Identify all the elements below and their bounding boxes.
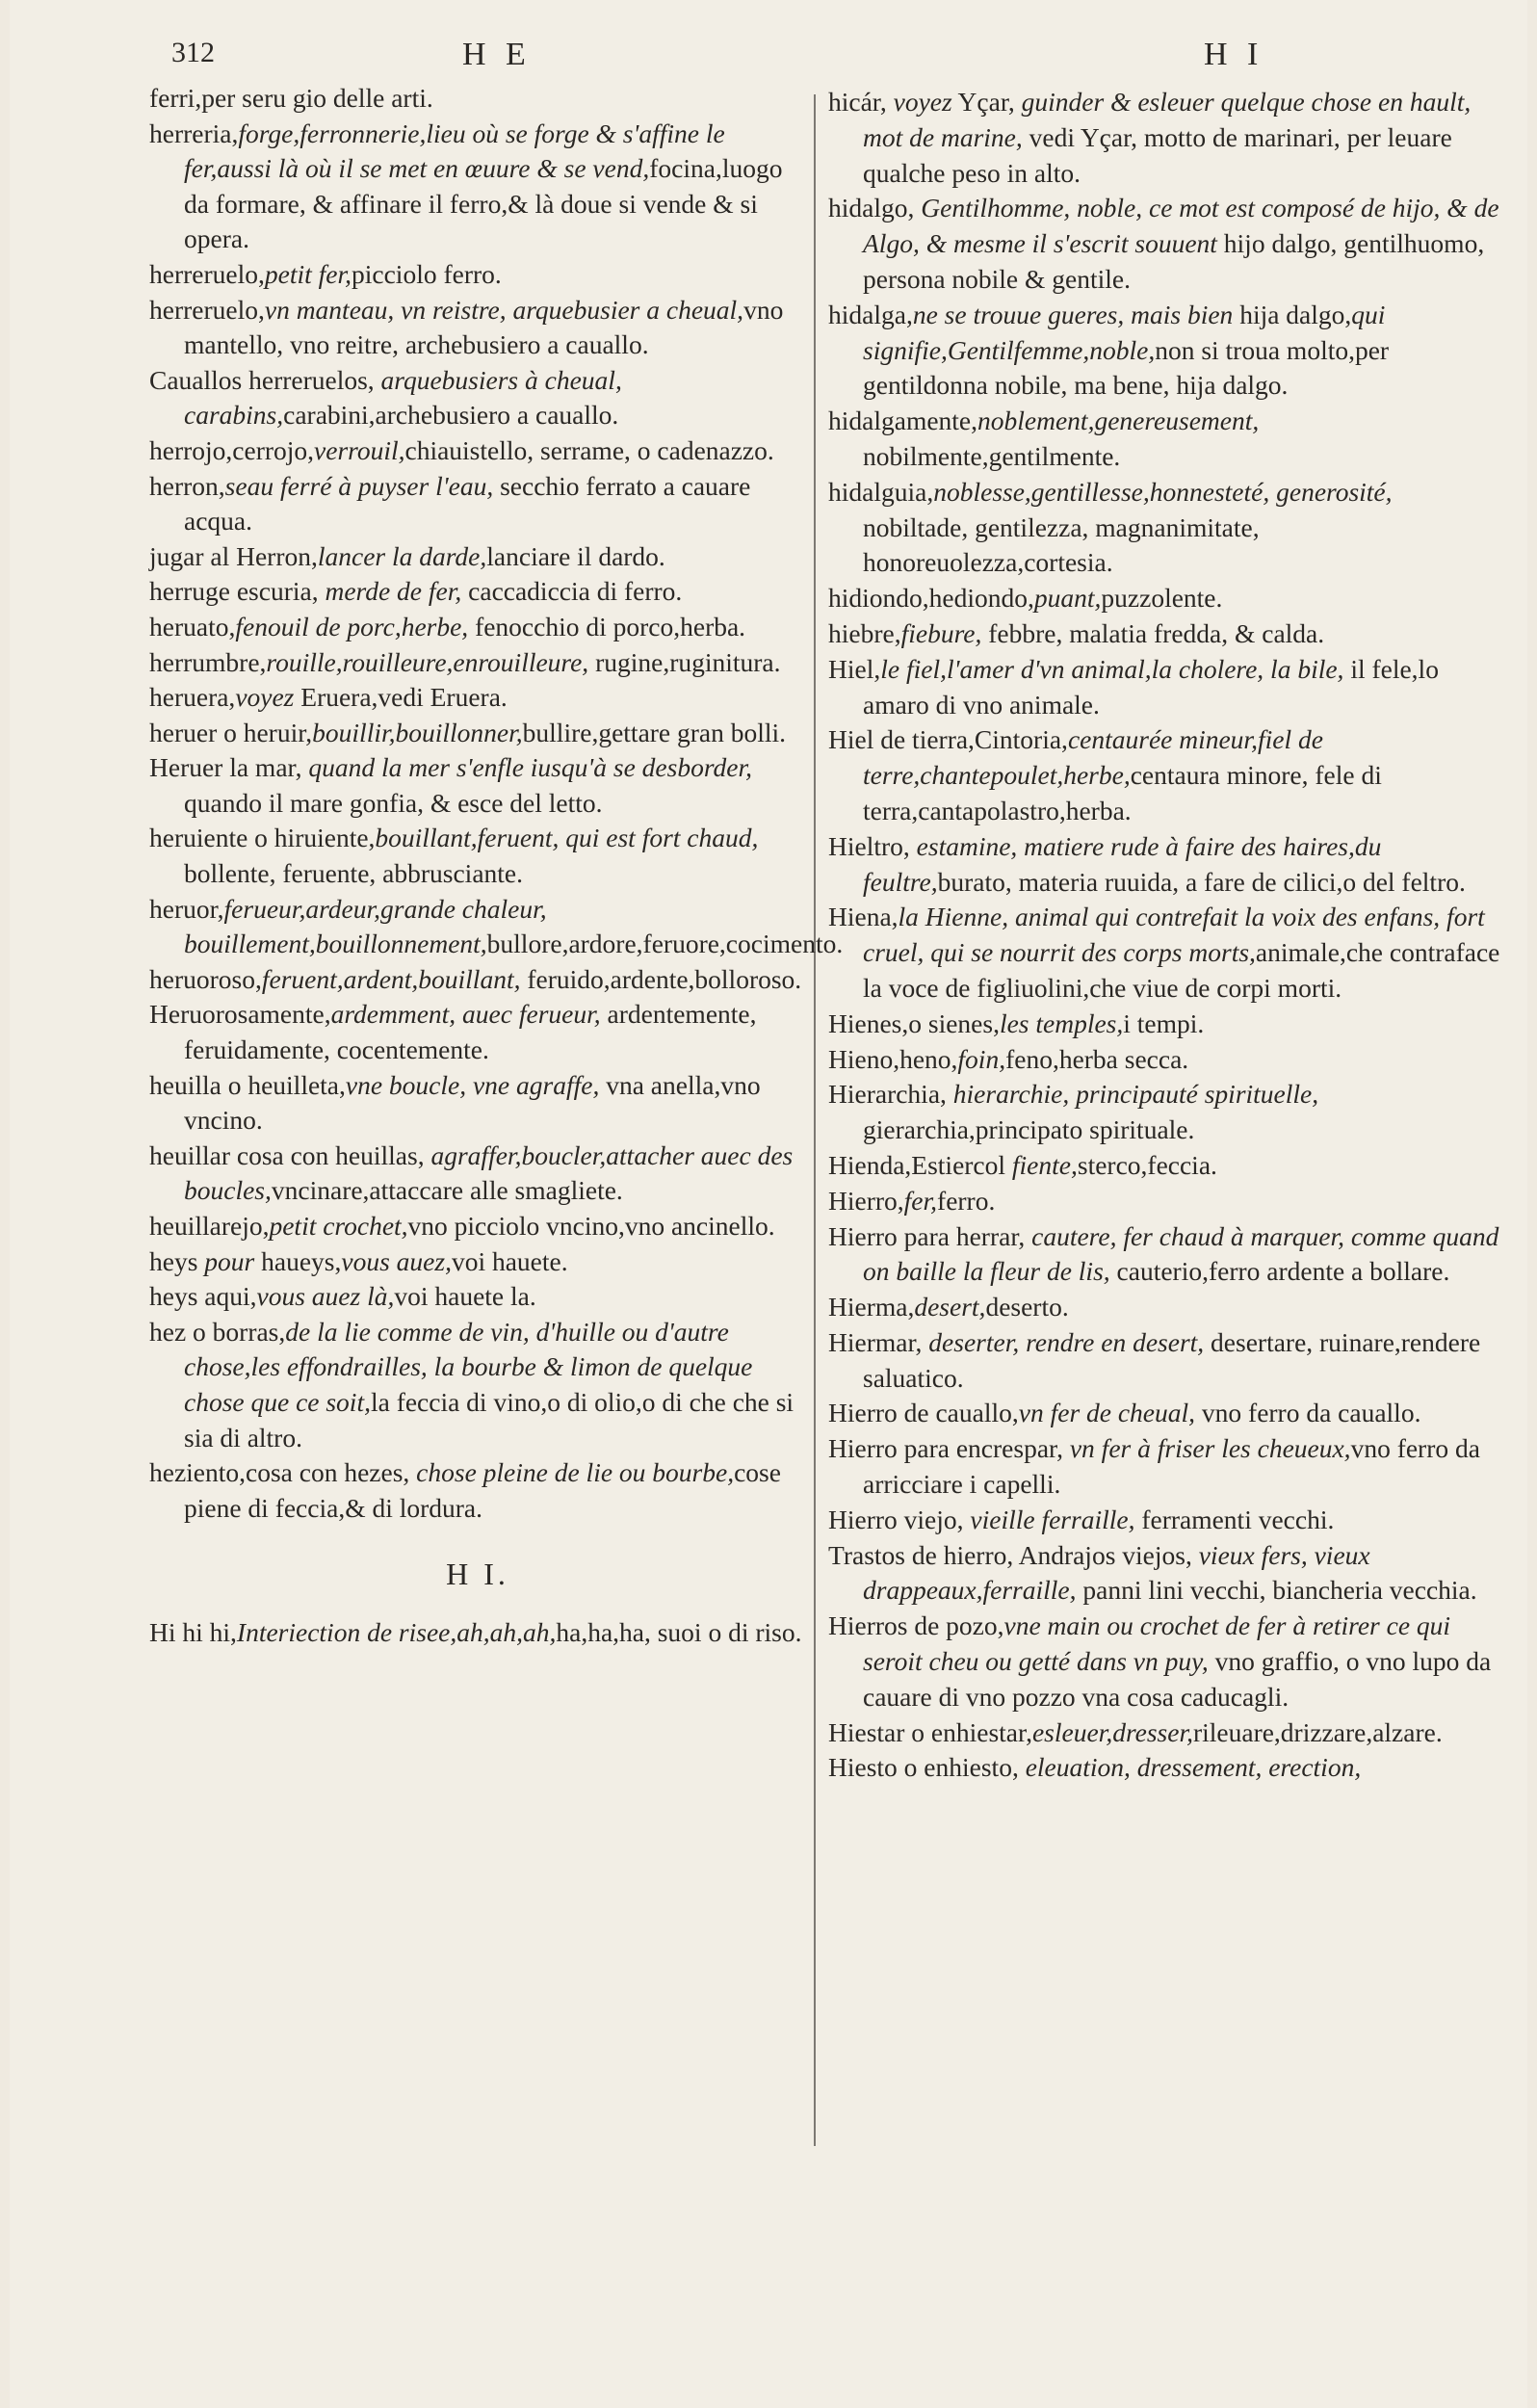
dictionary-entry (828, 1077, 1502, 1148)
headword: herrumbre, (149, 646, 267, 677)
headword: hidalgo, (828, 193, 922, 223)
italian-gloss: burato, materia ruuida, a fare de cilici,o del feltro. (937, 866, 1466, 897)
dictionary-entry (149, 1209, 806, 1244)
french-gloss: agraffer,boucler,attacher auec des boucles, (184, 1139, 794, 1206)
french-gloss: esleuer,dresser, (1031, 1716, 1193, 1747)
french-gloss: guinder & esleuer quelque chose en hault, mot de marine, (863, 87, 1472, 152)
dictionary-page (10, 0, 1527, 2408)
italian-gloss: non si troua molto,per gentildonna nobile, ma bene, hija dalgo. (863, 334, 1390, 401)
french-gloss: les temples, (999, 1008, 1124, 1038)
headword: hidalguia, (828, 476, 934, 507)
italian-gloss: animale,che contraface la voce de figliuolini,che viue de corpi morti. (863, 937, 1500, 1003)
headword: Hiesto o enhiesto, (828, 1752, 1026, 1783)
dictionary-entry (149, 1279, 806, 1315)
headword: herreruelo, (149, 258, 265, 289)
headword: heziento,cosa con hezes, (149, 1457, 417, 1488)
headword: heruoroso, (149, 963, 262, 994)
french-gloss: lancer la darde, (317, 540, 487, 571)
italian-gloss: secchio ferrato a cauare acqua. (184, 470, 751, 537)
french-gloss: ferueur,ardeur,grande chaleur, bouillement,bouillonnement, (184, 893, 547, 959)
italian-gloss: vna anella,vno vncino. (184, 1069, 761, 1136)
dictionary-entry (149, 1615, 806, 1651)
headword: Hiena, (828, 902, 899, 932)
headword: Hierro viejo, (828, 1504, 971, 1534)
dictionary-entry (828, 404, 1502, 475)
headword: Hierro de cauallo, (828, 1398, 1019, 1428)
headword: Hierarchia, (828, 1079, 953, 1110)
italian-gloss: sterco,feccia. (1077, 1149, 1217, 1180)
italian-gloss: bollente, feruente, abbrusciante. (184, 858, 523, 889)
french-gloss: vne main ou crochet de fer à retirer ce qui seroit cheu ou getté dans vn puy, (863, 1610, 1451, 1677)
dictionary-entry (828, 475, 1502, 581)
italian-gloss: ferro. (937, 1185, 996, 1216)
italian-gloss: caccadiccia di ferro. (461, 576, 683, 607)
dictionary-entry (828, 1396, 1502, 1431)
french-gloss: la Hienne, animal qui contrefait la voix des enfans, fort cruel, qui se nourrit des corps morts, (863, 902, 1485, 968)
italian-gloss: hija dalgo, (1233, 299, 1352, 329)
headword: herrojo,cerrojo, (149, 434, 315, 465)
french-gloss: seau ferré à puyser l'eau, (224, 470, 494, 501)
french-gloss: chose pleine de lie ou bourbe, (416, 1457, 735, 1488)
headword: heruera, (149, 682, 236, 713)
dictionary-entry (149, 1139, 806, 1209)
french-gloss: desert, (914, 1292, 986, 1322)
italian-gloss: vno picciolo vncino,vno ancinello. (407, 1211, 775, 1241)
italian-gloss: desertare, ruinare,rendere saluatico. (863, 1326, 1481, 1393)
french-gloss: cautere, fer chaud à marquer, comme quand on baille la fleur de lis, (863, 1220, 1499, 1287)
french-gloss: centaurée mineur,fiel de terre,chantepoulet,herbe, (863, 724, 1323, 791)
italian-gloss: ha,ha,ha, suoi o di riso. (556, 1616, 802, 1647)
dictionary-entry (149, 997, 806, 1067)
headword: Hierma, (828, 1292, 915, 1322)
right-column (828, 85, 1502, 1786)
dictionary-entry (828, 85, 1502, 191)
headword: Hiestar o enhiestar, (828, 1716, 1032, 1747)
french-gloss: merde de fer, (325, 576, 462, 607)
french-gloss: quand la mer s'enfle iusqu'à se desborder, (308, 752, 752, 783)
italian-gloss: febbre, malatia fredda, & calda. (981, 617, 1325, 648)
french-gloss: qui signifie,Gentilfemme,noble, (863, 299, 1386, 365)
italian-gloss: panni lini vecchi, biancheria vecchia. (1076, 1575, 1477, 1606)
headword: herruge escuria, (149, 576, 326, 607)
italian-gloss: focina,luogo da formare, & affinare il ferro,& là doue si vende & si opera. (184, 153, 783, 254)
italian-gloss: il fele,lo amaro di vno animale. (863, 653, 1439, 720)
french-gloss: forge,ferronnerie,lieu où se forge & s'affine le fer,aussi là où il se met en œuure & se vend, (184, 118, 725, 184)
french-gloss: fenouil de porc,herbe, (235, 611, 469, 641)
french-gloss: vous auez là, (256, 1281, 395, 1312)
page-number: 312 (171, 37, 215, 68)
headword: heuilla o heuilleta, (149, 1069, 346, 1100)
headword: Hiel, (828, 653, 881, 684)
french-gloss: petit crochet, (269, 1211, 408, 1241)
headword: herreruelo, (149, 294, 265, 325)
french-gloss: pour (204, 1245, 255, 1276)
dictionary-entry (149, 1315, 806, 1455)
french-gloss: vous auez, (341, 1245, 452, 1276)
dictionary-entry (828, 191, 1502, 297)
headword: Trastos de hierro, Andrajos viejos, (828, 1539, 1199, 1570)
italian-gloss: gierarchia,principato spirituale. (863, 1114, 1195, 1145)
dictionary-entry (828, 652, 1502, 723)
headword: Hieno,heno, (828, 1043, 958, 1074)
french-gloss: vne boucle, vne agraffe, (345, 1069, 600, 1100)
headword: Hiermar, (828, 1326, 929, 1357)
french-gloss: estamine, matiere rude à faire des haires,du feultre, (863, 830, 1382, 897)
dictionary-entry (149, 962, 806, 998)
french-gloss: petit fer, (264, 258, 352, 289)
italian-gloss: vedi Yçar, motto de marinari, per leuare qualche peso in alto. (863, 121, 1452, 188)
italian-gloss: nobilmente,gentilmente. (863, 440, 1121, 471)
italian-gloss: bullire,gettare gran bolli. (522, 717, 787, 747)
dictionary-entry (149, 433, 806, 469)
italian-gloss: ardentemente, feruidamente, cocentemente. (184, 999, 757, 1065)
headword: Hi hi hi, (149, 1616, 237, 1647)
italian-gloss: voi hauete. (451, 1245, 568, 1276)
italian-gloss: nobiltade, gentilezza, magnanimitate, honoreuolezza,cortesia. (863, 511, 1260, 578)
right-entries (828, 85, 1502, 1786)
headword: heuillarejo, (149, 1211, 270, 1241)
headword: hez o borras, (149, 1316, 286, 1347)
french-gloss: Gentilhomme, noble, ce mot est composé de hijo, & de Algo, & mesme il s'escrit souuent (863, 193, 1499, 259)
headword: heys (149, 1245, 205, 1276)
headword: jugar al Herron, (149, 540, 318, 571)
dictionary-entry (828, 1538, 1502, 1610)
french-gloss: le fiel,l'amer d'vn animal,la cholere, la bile, (880, 653, 1344, 684)
french-gloss: deserter, rendre en desert, (928, 1326, 1205, 1357)
dictionary-entry (828, 1609, 1502, 1714)
dictionary-entry (828, 1219, 1502, 1291)
italian-gloss: vno ferro da cauallo. (1195, 1398, 1421, 1428)
italian-gloss: Eruera,vedi Eruera. (294, 682, 508, 713)
french-gloss: puant, (1033, 583, 1102, 614)
headword: heruor, (149, 893, 224, 924)
french-gloss: vn fer à friser les cheueux, (1069, 1433, 1351, 1464)
dictionary-entry (828, 1715, 1502, 1751)
headword: Hierro para encrespar, (828, 1433, 1070, 1464)
french-gloss: verrouil, (314, 434, 405, 465)
headword: Hieltro, (828, 830, 917, 861)
italian-gloss: vno mantello, vno reitre, archebusiero a cauallo. (184, 294, 784, 360)
french-gloss: hierarchie, principauté spirituelle, (952, 1079, 1319, 1110)
dictionary-entry (828, 829, 1502, 901)
italian-gloss: vno graffio, o vno lupo da cauare di vno pozzo vna cosa caducagli. (863, 1646, 1492, 1712)
french-gloss: foin, (957, 1043, 1006, 1074)
french-gloss: voyez (235, 682, 295, 713)
italian-gloss: quando il mare gonfia, & esce del letto. (184, 787, 603, 818)
headword: heruato, (149, 611, 236, 641)
italian-gloss: puzzolente. (1101, 583, 1223, 614)
headword: Hierros de pozo, (828, 1610, 1004, 1641)
french-gloss: vn manteau, vn reistre, arquebusier a cheual, (264, 294, 744, 325)
dictionary-entry (828, 1503, 1502, 1538)
headword: herron, (149, 470, 225, 501)
dictionary-entry (149, 363, 806, 433)
dictionary-entry (149, 750, 806, 821)
dictionary-entry (828, 900, 1502, 1006)
headword: hicár, (828, 87, 894, 117)
french-gloss: voyez (893, 87, 952, 117)
dictionary-entry (149, 539, 806, 575)
headword: Hierro para herrar, (828, 1220, 1032, 1251)
dictionary-entry (828, 722, 1502, 828)
french-gloss: noblement,genereusement, (977, 406, 1260, 436)
headword: hidalgamente, (828, 406, 978, 436)
headword: heuillar cosa con heuillas, (149, 1139, 431, 1170)
dictionary-entry (149, 716, 806, 751)
french-gloss: ardemment, auec ferueur, (330, 999, 601, 1030)
dictionary-entry (828, 581, 1502, 616)
dictionary-entry (828, 1325, 1502, 1397)
french-gloss: fiente, (1011, 1149, 1078, 1180)
italian-gloss: centaura minore, fele di terra,cantapolastro,herba. (863, 760, 1382, 825)
italian-gloss: i tempi. (1123, 1008, 1205, 1038)
italian-gloss: fenocchio di porco,herba. (468, 611, 746, 641)
dictionary-entry (149, 574, 806, 610)
headword: Hierro, (828, 1185, 904, 1216)
italian-gloss: deserto. (985, 1292, 1069, 1322)
italian-gloss: hijo dalgo, gentilhuomo, persona nobile & gentile. (863, 228, 1485, 294)
italian-gloss: feruido,ardente,bolloroso. (520, 963, 802, 994)
headword: Cauallos herreruelos, (149, 364, 381, 395)
headword: heruer o heruir, (149, 717, 313, 747)
french-gloss: bouillir,bouillonner, (312, 717, 523, 747)
dictionary-entry (828, 1042, 1502, 1078)
dictionary-entry (149, 680, 806, 716)
french-gloss: rouille,rouilleure,enrouilleure, (266, 646, 589, 677)
dictionary-entry (149, 892, 844, 962)
french-gloss: eleuation, dressement, erection, (1025, 1752, 1362, 1783)
italian-gloss: carabini,archebusiero a cauallo. (283, 400, 619, 431)
italian-gloss: vno ferro da arricciare i capelli. (863, 1433, 1480, 1500)
dictionary-entry (828, 1750, 1502, 1786)
dictionary-entry (149, 821, 806, 891)
french-gloss: arquebusiers à cheual, carabins, (184, 364, 622, 431)
dictionary-entry (828, 1290, 1502, 1325)
dictionary-entry (828, 1184, 1502, 1219)
dictionary-entry (828, 1148, 1502, 1184)
french-gloss: bouillant,feruent, qui est fort chaud, (375, 823, 759, 853)
dictionary-entry (149, 81, 806, 117)
italian-gloss: vncinare,attaccare alle smagliete. (271, 1175, 623, 1206)
left-entries (149, 81, 844, 1526)
headword: hiebre, (828, 617, 901, 648)
french-gloss: de la lie comme de vin, d'huille ou d'autre chose,les effondrailles, la bourbe & limon de quelque chose que ce soit, (184, 1316, 753, 1417)
dictionary-entry (828, 1431, 1502, 1503)
dictionary-entry (828, 298, 1502, 404)
french-gloss: vn fer de cheual, (1018, 1398, 1196, 1428)
french-gloss: Interiection de risee,ah,ah,ah, (236, 1616, 557, 1647)
headword: heys aqui, (149, 1281, 257, 1312)
french-gloss: noblesse,gentillesse,honnesteté, generosité, (933, 476, 1393, 507)
italian-gloss: rugine,ruginitura. (588, 646, 781, 677)
headword: ferri,per seru gio delle arti. (149, 83, 433, 113)
headword: Heruorosamente, (149, 999, 331, 1030)
dictionary-entry (828, 616, 1502, 652)
headword: Hienes,o sienes, (828, 1008, 1000, 1038)
headword: hidiondo,hediondo, (828, 583, 1034, 614)
dictionary-entry (149, 1455, 806, 1526)
french-gloss: vieille ferraille, (970, 1504, 1135, 1534)
left-after-entries (149, 1615, 806, 1651)
italian-gloss: cauterio,ferro ardente a bollare. (1109, 1256, 1450, 1287)
french-gloss: vieux fers, vieux drappeaux,ferraille, (863, 1539, 1370, 1606)
italian-gloss: cose piene di feccia,& di lordura. (184, 1457, 781, 1523)
dictionary-entry (149, 293, 806, 363)
italian-gloss: bullore,ardore,feruore,cocimento. (486, 929, 844, 959)
headword: Hienda,Estiercol (828, 1149, 1012, 1180)
dictionary-entry (149, 1068, 806, 1139)
french-gloss: fer, (903, 1185, 938, 1216)
headword: hidalga, (828, 299, 913, 329)
italian-gloss: chiauistello, serrame, o cadenazzo. (404, 434, 774, 465)
section-heading: H I. (446, 1557, 509, 1592)
dictionary-entry (149, 610, 806, 645)
italian-gloss: lanciare il dardo. (486, 540, 665, 571)
dictionary-entry (828, 1007, 1502, 1042)
french-gloss: ne se trouue gueres, mais bien (912, 299, 1234, 329)
dictionary-entry (149, 645, 806, 681)
right-running-head: H I (1204, 37, 1264, 72)
dictionary-entry (149, 257, 806, 293)
italian-gloss: feno,herba secca. (1005, 1043, 1189, 1074)
headword: Heruer la mar, (149, 752, 309, 783)
french-gloss: feruent,ardent,bouillant, (261, 963, 521, 994)
italian-gloss: ferramenti vecchi. (1134, 1504, 1335, 1534)
italian-gloss: Yçar, (951, 87, 1022, 117)
italian-gloss: picciolo ferro. (352, 258, 502, 289)
italian-gloss: la feccia di vino,o di olio,o di che che si sia di altro. (184, 1386, 795, 1453)
italian-gloss: rileuare,drizzare,alzare. (1192, 1716, 1443, 1747)
headword: herreria, (149, 118, 239, 148)
dictionary-entry (149, 1244, 806, 1280)
left-running-head: H E (462, 37, 532, 72)
column-divider (814, 94, 816, 2146)
headword: Hiel de tierra,Cintoria, (828, 724, 1068, 755)
italian-gloss: voi hauete la. (394, 1281, 536, 1312)
italian-gloss: haueys, (254, 1245, 342, 1276)
left-column (149, 81, 844, 1651)
dictionary-entry (149, 117, 806, 257)
french-gloss: fiebure, (900, 617, 982, 648)
headword: heruiente o hiruiente, (149, 823, 376, 853)
dictionary-entry (149, 469, 806, 539)
